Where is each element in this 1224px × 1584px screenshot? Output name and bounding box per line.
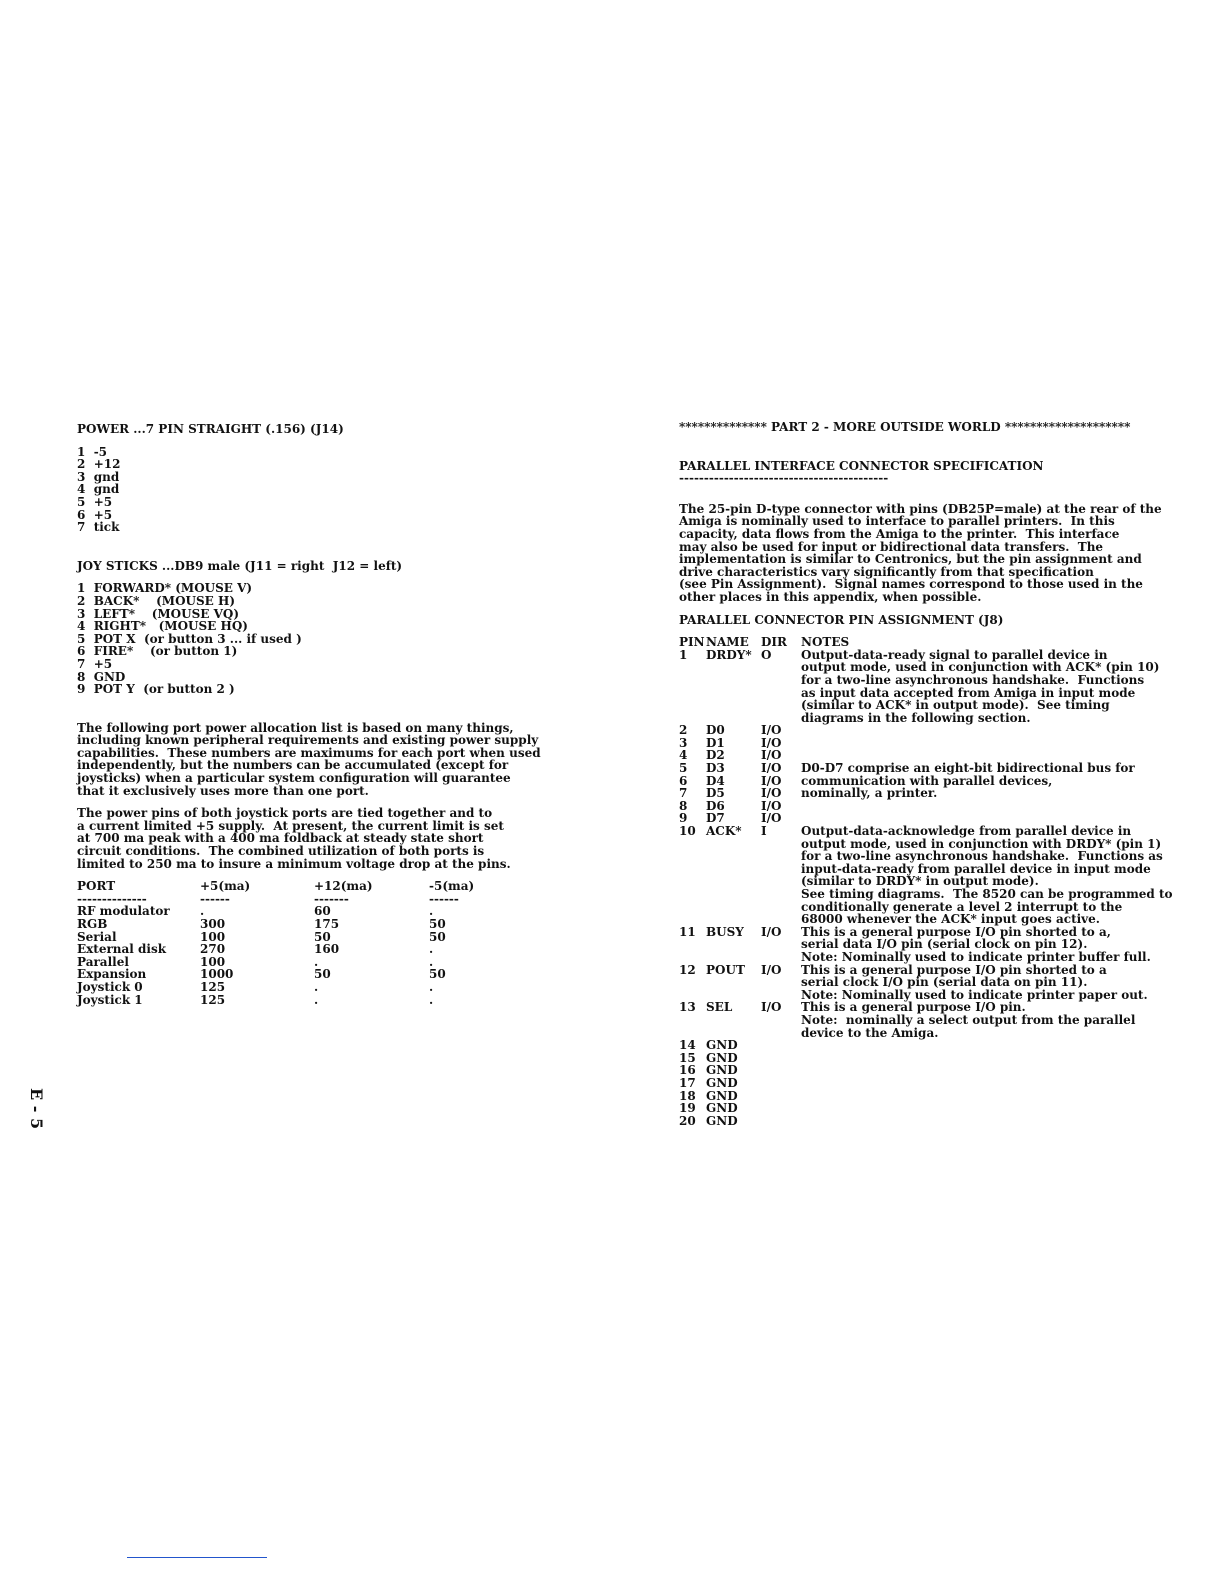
table-header-row	[77, 880, 547, 893]
spec-paragraph-line: may also be used for input or bidirectional data transfers. The	[679, 539, 1104, 554]
paragraph-line: at 700 ma peak with a 400 ma foldback at steady state short	[77, 831, 484, 846]
pin-note: communication with parallel devices,	[801, 773, 1053, 788]
table-cell: .	[429, 979, 434, 994]
right-column	[679, 421, 1179, 1127]
spec-heading: PARALLEL INTERFACE CONNECTOR SPECIFICATION	[679, 458, 1044, 473]
pin-direction: I/O	[761, 773, 782, 788]
table-cell: 125	[200, 979, 226, 994]
paragraph-line: joysticks) when a particular system configuration will guarantee	[77, 771, 511, 786]
pin-note: Note: nominally a select output from the parallel	[801, 1012, 1136, 1027]
table-cell: .	[429, 954, 434, 969]
pin-number: 14	[679, 1038, 696, 1053]
table-cell: 160	[314, 942, 340, 957]
table-row	[77, 943, 547, 956]
pin-assignment-heading: PARALLEL CONNECTOR PIN ASSIGNMENT (J8)	[679, 612, 1004, 627]
table-cell: External disk	[77, 942, 167, 957]
pin-direction: I/O	[761, 761, 782, 776]
pin-number: 13	[679, 1000, 696, 1015]
table-cell: 50	[429, 967, 446, 982]
pin-number: 16	[679, 1063, 696, 1078]
name-col-header: NAME	[706, 635, 749, 650]
power-pin-list	[77, 446, 547, 534]
table-row	[77, 918, 547, 931]
pin-number: 8	[679, 798, 688, 813]
table-cell: 125	[200, 992, 226, 1007]
pin-number: 3	[679, 735, 688, 750]
pin-note: (similar to ACK* in output mode). See timing	[801, 698, 1110, 713]
pin-note: serial data I/O pin (serial clock on pin 12).	[801, 937, 1088, 952]
pin-row	[679, 825, 1179, 838]
pin-note: output mode, used in conjunction with DRDY* (pin 1)	[801, 836, 1162, 851]
pin-direction: I/O	[761, 924, 782, 939]
table-row	[77, 968, 547, 981]
table-header-cell: PORT	[77, 879, 116, 894]
paragraph-line: The power pins of both joystick ports are tied together and to	[77, 806, 493, 821]
table-cell: .	[314, 954, 319, 969]
notes-col-header: NOTES	[801, 635, 850, 650]
pin-row	[679, 951, 1179, 964]
pin-name: GND	[706, 1050, 738, 1065]
pin-number: 11	[679, 924, 696, 939]
pin-row	[679, 800, 1179, 813]
joystick-pin: 2 BACK* (MOUSE H)	[77, 593, 236, 608]
pin-direction: I/O	[761, 1000, 782, 1015]
pin-col-header: PIN	[679, 635, 705, 650]
pin-number: 9	[679, 811, 688, 826]
spec-paragraph	[679, 503, 1179, 604]
bottom-link-rule	[127, 1557, 267, 1558]
spec-rule: ------------------------------------------	[679, 471, 889, 486]
table-cell: .	[200, 904, 205, 919]
pin-number: 1	[679, 647, 688, 662]
pin-direction: I	[761, 824, 767, 839]
paragraph-line: The following port power allocation list is based on many things,	[77, 720, 514, 735]
pin-direction: I/O	[761, 735, 782, 750]
pin-note: (similar to DRDY* in output mode).	[801, 874, 1039, 889]
pin-note: for a two-line asynchronous handshake. Functions as	[801, 849, 1163, 864]
table-row	[77, 994, 547, 1007]
pin-direction: O	[761, 647, 772, 662]
pin-number: 20	[679, 1113, 696, 1128]
table-cell: Expansion	[77, 967, 147, 982]
pin-row	[679, 1014, 1179, 1027]
power-allocation-paragraph	[77, 722, 547, 798]
pin-number: 15	[679, 1050, 696, 1065]
table-cell: Joystick 1	[77, 992, 143, 1007]
paragraph-line: capabilities. These numbers are maximums for each port when used	[77, 745, 541, 760]
spec-paragraph-line: Amiga is nominally used to interface to parallel printers. In this	[679, 514, 1115, 529]
pin-name: D2	[706, 748, 725, 763]
table-dash-cell: ------	[200, 891, 230, 906]
power-pin: 2 +12	[77, 457, 121, 472]
pin-name: D3	[706, 761, 725, 776]
pin-name: GND	[706, 1101, 738, 1116]
spec-paragraph-line: other places in this appendix, when possible.	[679, 589, 982, 604]
table-cell: 50	[314, 929, 331, 944]
pin-note: diagrams in the following section.	[801, 710, 1031, 725]
pin-row	[679, 976, 1179, 989]
joystick-pin: 6 FIRE* (or button 1)	[77, 644, 238, 659]
pin-name: GND	[706, 1038, 738, 1053]
table-cell: Joystick 0	[77, 979, 143, 994]
paragraph-line: a current limited +5 supply. At present, the current limit is set	[77, 818, 504, 833]
pin-name: GND	[706, 1063, 738, 1078]
pin-row	[679, 1064, 1179, 1077]
joystick-pin: 9 POT Y (or button 2 )	[77, 682, 235, 697]
pin-name: GND	[706, 1075, 738, 1090]
pin-note: D0-D7 comprise an eight-bit bidirectional bus for	[801, 761, 1135, 776]
pin-note: Output-data-acknowledge from parallel device in	[801, 824, 1132, 839]
pin-row	[679, 787, 1179, 800]
table-cell: Parallel	[77, 954, 129, 969]
spec-paragraph-line: capacity, data flows from the Amiga to the printer. This interface	[679, 526, 1120, 541]
pin-name: DRDY*	[706, 647, 752, 662]
pin-name: D1	[706, 735, 725, 750]
pin-note: output mode, used in conjunction with ACK* (pin 10)	[801, 660, 1160, 675]
joystick-pin: 4 RIGHT* (MOUSE HQ)	[77, 619, 248, 634]
pin-note: Note: Nominally used to indicate printer paper out.	[801, 987, 1148, 1002]
pin-note: as input data accepted from Amiga in input mode	[801, 685, 1136, 700]
table-dash-cell: --------------	[77, 891, 147, 906]
table-cell: .	[314, 992, 319, 1007]
pin-row	[679, 1039, 1179, 1052]
pin-row	[679, 762, 1179, 775]
pin-row	[679, 674, 1179, 687]
page-number: E - 5	[27, 1088, 46, 1130]
pin-note: serial clock I/O pin (serial data on pin 11).	[801, 975, 1088, 990]
pin-row	[679, 888, 1179, 901]
table-header-cell: +12(ma)	[314, 879, 373, 894]
joystick-pin: 7 +5	[77, 656, 113, 671]
paragraph-line: that it exclusively uses more than one port.	[77, 783, 369, 798]
table-cell: .	[429, 992, 434, 1007]
power-pin: 4 gnd	[77, 482, 120, 497]
pin-name: SEL	[706, 1000, 733, 1015]
pin-row	[679, 1115, 1179, 1128]
pin-number: 2	[679, 723, 688, 738]
pin-name: BUSY	[706, 924, 744, 939]
pin-number: 7	[679, 786, 688, 801]
pin-note: input-data-ready from parallel device in input mode	[801, 861, 1151, 876]
joystick-pin: 8 GND	[77, 669, 126, 684]
pin-row	[679, 1027, 1179, 1040]
power-heading: POWER ...7 PIN STRAIGHT (.156) (J14)	[77, 422, 344, 436]
pin-name: D5	[706, 786, 725, 801]
pin-table-header	[679, 636, 1179, 649]
spec-paragraph-line: implementation is similar to Centronics, but the pin assignment and	[679, 552, 1142, 567]
table-row	[77, 981, 547, 994]
joystick-pin: 3 LEFT* (MOUSE VQ)	[77, 606, 240, 621]
joystick-pin-list	[77, 582, 547, 695]
paragraph-line: limited to 250 ma to insure a minimum voltage drop at the pins.	[77, 856, 511, 871]
spec-paragraph-line: (see Pin Assignment). Signal names correspond to those used in the	[679, 577, 1143, 592]
pin-row	[679, 1052, 1179, 1065]
table-cell: 300	[200, 917, 226, 931]
pin-note: for a two-line asynchronous handshake. Functions	[801, 672, 1145, 687]
paragraph-line: circuit conditions. The combined utilization of both ports is	[77, 844, 485, 859]
pin-number: 4	[679, 748, 688, 763]
power-pin: 7 tick	[77, 520, 120, 535]
table-cell: Serial	[77, 929, 117, 944]
spec-paragraph-line: drive characteristics vary significantly from that specification	[679, 564, 1094, 579]
pin-note: This is a general purpose I/O pin shorted to a	[801, 962, 1107, 977]
pin-assignment-table	[679, 649, 1179, 1128]
pin-direction: I/O	[761, 748, 782, 763]
pin-name: D4	[706, 773, 725, 788]
table-dash-cell: -------	[314, 891, 349, 906]
pin-row	[679, 724, 1179, 737]
joystick-power-paragraph	[77, 807, 547, 870]
pin-note: conditionally generate a level 2 interrupt to the	[801, 899, 1123, 914]
power-pin: 5 +5	[77, 494, 113, 509]
pin-number: 6	[679, 773, 688, 788]
spec-paragraph-line: The 25-pin D-type connector with pins (DB25P=male) at the rear of the	[679, 501, 1162, 516]
pin-number: 17	[679, 1075, 696, 1090]
pin-direction: I/O	[761, 798, 782, 813]
table-cell: 175	[314, 917, 340, 931]
pin-row	[679, 1102, 1179, 1115]
dir-col-header: DIR	[761, 635, 787, 650]
table-header-cell: +5(ma)	[200, 879, 251, 894]
pin-row	[679, 699, 1179, 712]
pin-note: This is a general purpose I/O pin.	[801, 1000, 1026, 1015]
table-cell: .	[429, 942, 434, 957]
table-cell: 50	[429, 917, 446, 931]
table-cell: 50	[314, 967, 331, 982]
pin-name: D0	[706, 723, 725, 738]
pin-direction: I/O	[761, 962, 782, 977]
pin-note: 68000 whenever the ACK* input goes active.	[801, 912, 1100, 927]
pin-row	[679, 712, 1179, 725]
table-row	[77, 905, 547, 918]
pin-row	[679, 1077, 1179, 1090]
left-column	[77, 423, 547, 1006]
paragraph-line: independently, but the numbers can be accumulated (except for	[77, 758, 509, 773]
pin-row	[679, 737, 1179, 750]
table-header-cell: -5(ma)	[429, 879, 475, 894]
pin-name: POUT	[706, 962, 745, 977]
pin-name: GND	[706, 1088, 738, 1103]
power-pin: 3 gnd	[77, 469, 120, 484]
pin-number: 19	[679, 1101, 696, 1116]
joystick-pin: 1 FORWARD* (MOUSE V)	[77, 581, 253, 596]
table-cell: 1000	[200, 967, 234, 982]
table-cell: 270	[200, 942, 226, 957]
part-heading: ************** PART 2 - MORE OUTSIDE WORLD ********************	[679, 420, 1131, 434]
paragraph-line: including known peripheral requirements and existing power supply	[77, 733, 539, 748]
table-row	[77, 956, 547, 969]
port-power-table	[77, 880, 547, 1006]
table-cell: RF modulator	[77, 904, 170, 919]
power-pin: 1 -5	[77, 444, 108, 459]
pin-row	[679, 913, 1179, 926]
pin-direction: I/O	[761, 723, 782, 738]
table-cell: .	[314, 979, 319, 994]
table-cell: 100	[200, 954, 226, 969]
pin-note: Note: Nominally used to indicate printer buffer full.	[801, 949, 1151, 964]
pin-number: 5	[679, 761, 688, 776]
joystick-pin: 5 POT X (or button 3 ... if used )	[77, 631, 302, 646]
pin-note: device to the Amiga.	[801, 1025, 939, 1040]
table-cell: 50	[429, 929, 446, 944]
pin-direction: I/O	[761, 811, 782, 826]
pin-name: GND	[706, 1113, 738, 1128]
pin-direction: I/O	[761, 786, 782, 801]
pin-row	[679, 1090, 1179, 1103]
table-cell: 60	[314, 904, 331, 919]
table-cell: 100	[200, 929, 226, 944]
table-dash-cell: ------	[429, 891, 459, 906]
power-pin: 6 +5	[77, 507, 113, 522]
pin-name: D6	[706, 798, 725, 813]
table-cell: .	[429, 904, 434, 919]
pin-number: 12	[679, 962, 696, 977]
joystick-heading: JOY STICKS ...DB9 male (J11 = right J12 = left)	[77, 558, 403, 573]
pin-note: nominally, a printer.	[801, 786, 938, 801]
pin-number: 10	[679, 824, 696, 839]
pin-name: ACK*	[706, 824, 742, 839]
pin-number: 18	[679, 1088, 696, 1103]
table-cell: RGB	[77, 917, 108, 931]
pin-note: This is a general purpose I/O pin shorted to a,	[801, 924, 1111, 939]
pin-name: D7	[706, 811, 725, 826]
pin-note: Output-data-ready signal to parallel device in	[801, 647, 1108, 662]
pin-row	[679, 850, 1179, 863]
pin-note: See timing diagrams. The 8520 can be programmed to	[801, 887, 1173, 901]
